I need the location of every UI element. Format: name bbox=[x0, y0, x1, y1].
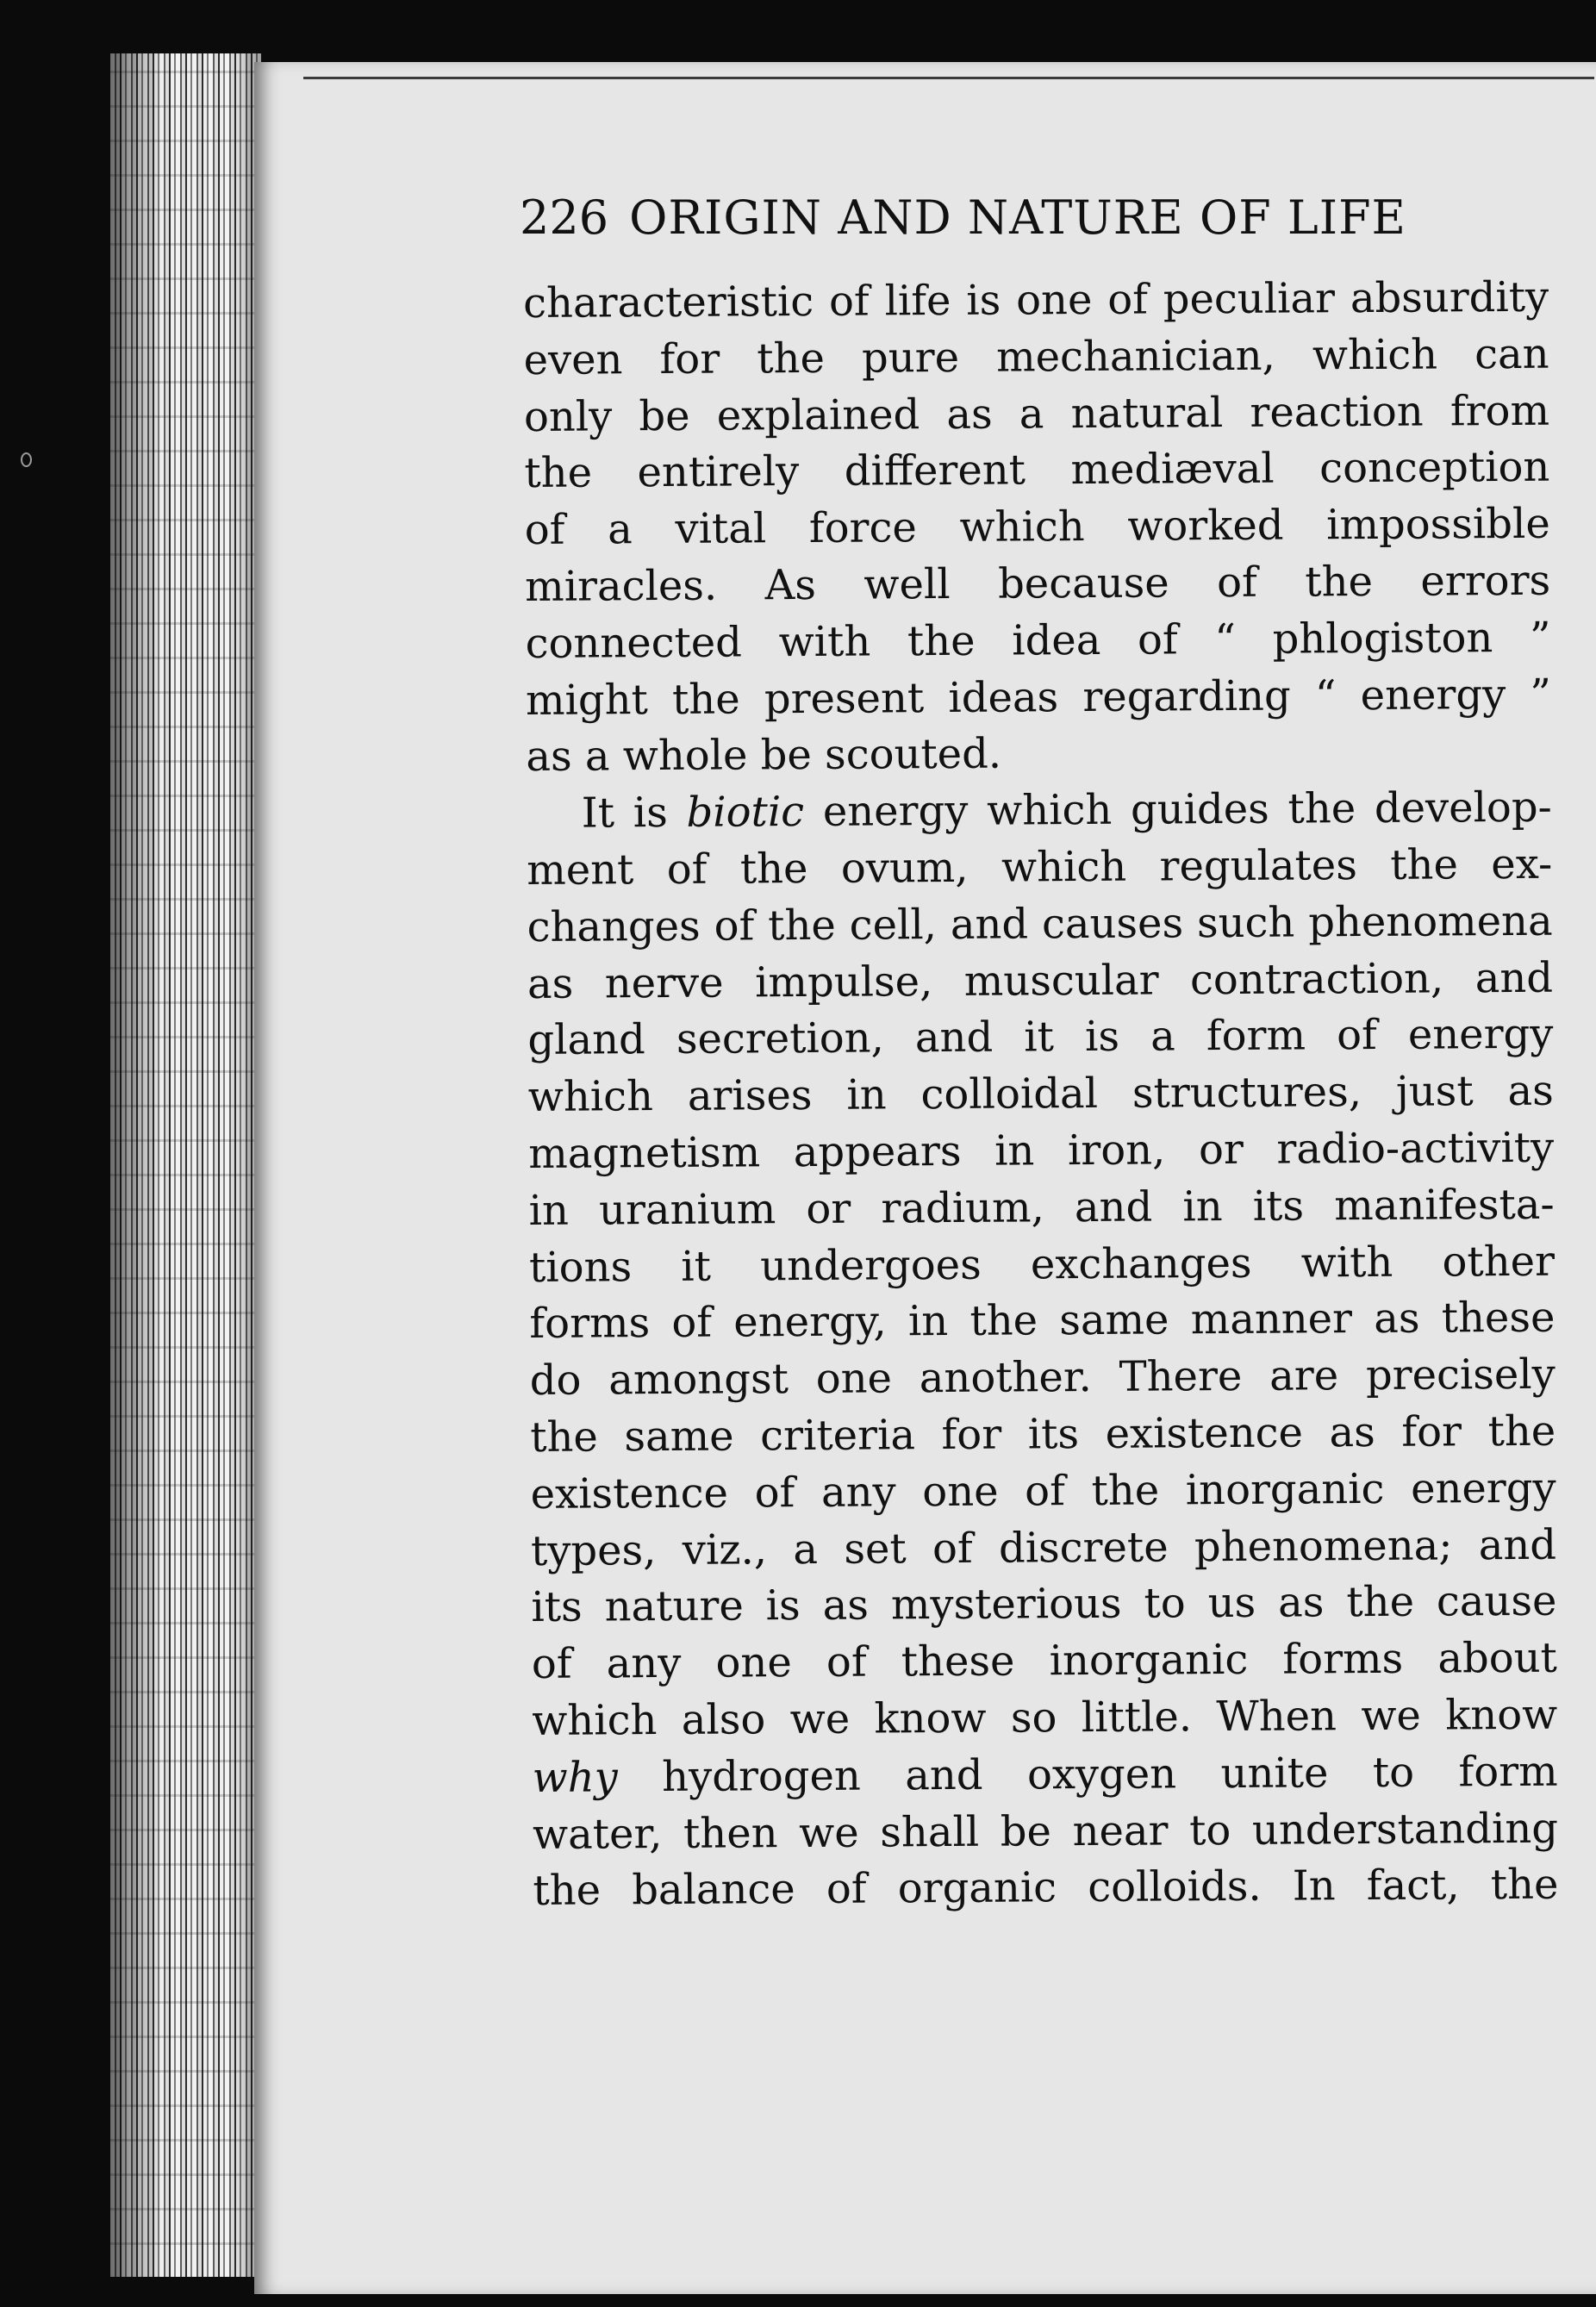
text-line bbox=[526, 666, 1551, 729]
text-run: the entirely different mediæval conception bbox=[524, 443, 1550, 498]
text-line bbox=[523, 327, 1549, 390]
text-line bbox=[527, 893, 1552, 956]
italic-text: why bbox=[532, 1753, 618, 1802]
text-line bbox=[528, 1176, 1554, 1239]
text-line bbox=[533, 1800, 1558, 1863]
text-run: energy which guides the develop- bbox=[803, 783, 1552, 837]
dust-speck bbox=[21, 452, 32, 467]
text-line bbox=[528, 1063, 1554, 1126]
text-run: hydrogen and oxygen unite to form bbox=[617, 1747, 1558, 1802]
text-run: which arises in colloidal structures, just as bbox=[527, 1066, 1554, 1122]
text-line bbox=[529, 1233, 1555, 1296]
text-run: ment of the ovum, which regulates the ex- bbox=[527, 839, 1553, 895]
text-run: of any one of these inorganic forms about bbox=[531, 1633, 1557, 1689]
text-line bbox=[529, 1290, 1555, 1353]
text-run: in uranium or radium, and in its manifesta- bbox=[528, 1180, 1555, 1235]
text-run: miracles. As well because of the errors bbox=[525, 556, 1551, 611]
text-run: water, then we shall be near to understanding bbox=[532, 1804, 1559, 1859]
page-number: 226 bbox=[520, 190, 609, 245]
book-page-edges bbox=[110, 53, 261, 2277]
text-run: of a vital force which worked impossible bbox=[524, 499, 1550, 555]
text-line bbox=[527, 837, 1552, 900]
text-line bbox=[533, 1857, 1558, 1920]
top-page-edge-line bbox=[303, 77, 1594, 79]
text-run: the balance of organic colloids. In fact, the bbox=[533, 1861, 1559, 1916]
text-line bbox=[531, 1574, 1556, 1637]
text-line bbox=[527, 780, 1552, 843]
text-run: its nature is as mysterious to us as the cause bbox=[531, 1577, 1557, 1632]
paragraph bbox=[527, 780, 1559, 1920]
text-run: existence of any one of the inorganic energy bbox=[530, 1463, 1556, 1518]
text-run: forms of energy, in the same manner as these bbox=[529, 1294, 1555, 1349]
text-line bbox=[530, 1347, 1555, 1410]
text-run: as nerve impulse, muscular contraction, and bbox=[527, 953, 1554, 1008]
text-line bbox=[525, 553, 1550, 616]
text-run: even for the pure mechanician, which can bbox=[523, 329, 1549, 384]
text-run: the same criteria for its existence as for the bbox=[530, 1406, 1556, 1462]
text-line bbox=[527, 950, 1553, 1013]
page-header bbox=[520, 188, 1476, 248]
text-line bbox=[530, 1460, 1555, 1523]
text-run: might the present ideas regarding “ energy ” bbox=[525, 670, 1552, 725]
text-line bbox=[525, 496, 1550, 559]
text-line bbox=[524, 383, 1549, 446]
text-run: gland secretion, and it is a form of energy bbox=[527, 1010, 1554, 1065]
text-run: It is bbox=[581, 789, 687, 838]
running-head: ORIGIN AND NATURE OF LIFE bbox=[629, 190, 1406, 245]
text-line bbox=[532, 1743, 1557, 1806]
text-line bbox=[525, 610, 1550, 673]
text-run: changes of the cell, and causes such phenomena bbox=[527, 896, 1553, 951]
text-run: tions it undergoes exchanges with other bbox=[528, 1237, 1555, 1292]
text-run: magnetism appears in iron, or radio-activity bbox=[528, 1123, 1555, 1178]
text-line bbox=[532, 1630, 1557, 1693]
text-line bbox=[530, 1404, 1555, 1467]
body-text bbox=[523, 270, 1559, 1920]
text-line bbox=[527, 1007, 1553, 1069]
text-line bbox=[528, 1120, 1554, 1183]
text-run: characteristic of life is one of peculiar absurdity bbox=[523, 272, 1549, 327]
text-run: as a whole be scouted. bbox=[526, 729, 1002, 782]
text-run: which also we know so little. When we know bbox=[532, 1690, 1558, 1745]
text-line bbox=[531, 1517, 1556, 1580]
text-line bbox=[523, 270, 1549, 333]
italic-text: biotic bbox=[686, 788, 805, 838]
text-run: types, viz., a set of discrete phenomena; and bbox=[530, 1520, 1557, 1575]
text-run: only be explained as a natural reaction from bbox=[523, 386, 1550, 441]
text-run: do amongst one another. There are precisely bbox=[529, 1350, 1555, 1406]
paragraph bbox=[523, 270, 1552, 786]
text-line bbox=[526, 723, 1551, 786]
text-run: connected with the idea of “ phlogiston ” bbox=[525, 613, 1551, 668]
text-line bbox=[524, 440, 1549, 502]
text-line bbox=[532, 1687, 1557, 1750]
